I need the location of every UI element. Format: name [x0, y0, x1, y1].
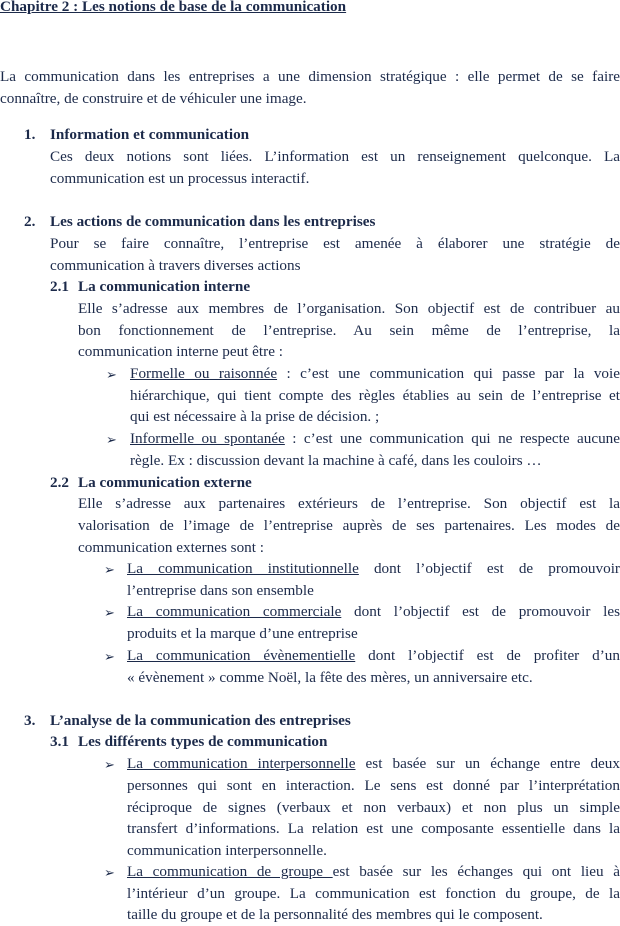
bullet-informelle-line-1	[130, 428, 620, 450]
bullet-groupe-line-3: taille du groupe et de la personnalité des membres qui le composent.	[127, 906, 543, 923]
bullet-groupe-text: est basée sur les échanges qui ont lieu à	[332, 863, 620, 880]
section-2-heading: Les actions de communication dans les entreprises	[50, 213, 376, 230]
bullet-formelle-line-2: hiérarchique, qui tient compte des règles établies au sein de l’entreprise et	[130, 387, 620, 404]
subsection-2-2-number: 2.2	[50, 474, 69, 491]
bullet-evenementielle-text: dont l’objectif est de profiter d’un	[355, 647, 620, 664]
bullet-arrow-icon: ➢	[104, 865, 115, 880]
bullet-evenementielle-line-2: « évènement » comme Noël, la fête des mères, un anniversaire etc.	[127, 669, 533, 686]
bullet-commerciale-line-1	[127, 601, 620, 623]
bullet-groupe-line-2: l’intérieur d’un groupe. La communication est fonction du groupe, de la	[127, 885, 620, 902]
bullet-arrow-icon: ➢	[104, 562, 115, 577]
bullet-groupe-term: La communication de groupe	[127, 863, 333, 880]
bullet-institutionnelle-text: dont l’objectif est de promouvoir	[358, 560, 620, 577]
subsection-2-1-line-2: bon fonctionnement de l’entreprise. Au sein même de l’entreprise, la	[78, 322, 620, 339]
bullet-evenementielle-line-1	[127, 645, 620, 667]
bullet-interpersonnelle-term: La communication interpersonnelle	[127, 755, 356, 772]
section-3-number: 3.	[24, 712, 36, 729]
bullet-arrow-icon: ➢	[104, 649, 115, 664]
bullet-formelle-term: Formelle ou raisonnée	[130, 365, 278, 382]
bullet-arrow-icon: ➢	[106, 367, 117, 382]
chapter-title: Chapitre 2 : Les notions de base de la communication	[0, 0, 347, 15]
bullet-commerciale-line-2: produits et la marque d’une entreprise	[127, 625, 358, 642]
bullet-commerciale-text: dont l’objectif est de promouvoir les	[341, 603, 620, 620]
bullet-interpersonnelle-line-1	[127, 753, 620, 775]
bullet-interpersonnelle-text: est basée sur un échange entre deux	[355, 755, 620, 772]
intro-line-2: connaître, de construire et de véhiculer une image.	[0, 90, 307, 107]
bullet-evenementielle-term: La communication évènementielle	[127, 647, 356, 664]
bullet-interpersonnelle-line-3: réciproque de signes (verbaux et non verbaux) et non plus un simple	[127, 799, 620, 816]
bullet-commerciale-term: La communication commerciale	[127, 603, 342, 620]
subsection-2-2-line-3: communication externes sont :	[78, 539, 265, 556]
section-3-heading: L’analyse de la communication des entreprises	[50, 712, 351, 729]
subsection-2-1-line-3: communication interne peut être :	[78, 343, 283, 360]
bullet-groupe-line-1	[127, 861, 620, 883]
subsection-2-2-line-1: Elle s’adresse aux partenaires extérieurs de l’entreprise. Son objectif est la	[78, 495, 620, 512]
intro-line-1: La communication dans les entreprises a une dimension stratégique : elle permet de se faire	[0, 68, 620, 85]
bullet-interpersonnelle-line-2: personnes qui sont en interaction. Le sens est donné par l’interprétation	[127, 777, 620, 794]
bullet-informelle-term: Informelle ou spontanée	[130, 430, 285, 447]
subsection-2-1-number: 2.1	[50, 278, 69, 295]
subsection-3-1-number: 3.1	[50, 733, 69, 750]
bullet-arrow-icon: ➢	[106, 432, 117, 447]
bullet-informelle-line-2: règle. Ex : discussion devant la machine à café, dans les couloirs …	[130, 452, 542, 469]
bullet-arrow-icon: ➢	[104, 757, 115, 772]
section-1-heading: Information et communication	[50, 126, 250, 143]
subsection-2-1-line-1: Elle s’adresse aux membres de l’organisation. Son objectif est de contribuer au	[78, 300, 620, 317]
subsection-2-1-heading: La communication interne	[78, 278, 251, 295]
bullet-institutionnelle-line-1	[127, 558, 620, 580]
section-2-line-1: Pour se faire connaître, l’entreprise est amenée à élaborer une stratégie de	[50, 235, 620, 252]
bullet-informelle-text: : c’est une communication qui ne respecte aucune	[284, 430, 620, 447]
subsection-3-1-heading: Les différents types de communication	[78, 733, 328, 750]
bullet-interpersonnelle-line-5: communication interpersonnelle.	[127, 842, 327, 859]
section-1-number: 1.	[24, 126, 36, 143]
bullet-institutionnelle-term: La communication institutionnelle	[127, 560, 359, 577]
section-2-line-2: communication à travers diverses actions	[50, 257, 301, 274]
bullet-institutionnelle-line-2: l’entreprise dans son ensemble	[127, 582, 314, 599]
bullet-formelle-line-3: qui est nécessaire à la prise de décision. ;	[130, 408, 380, 425]
subsection-2-2-line-2: valorisation de l’image de l’entreprise auprès de ses partenaires. Les modes de	[78, 517, 620, 534]
section-1-line-2: communication est un processus interactif.	[50, 170, 310, 187]
bullet-formelle-line-1	[130, 363, 620, 385]
section-1-line-1: Ces deux notions sont liées. L’information est un renseignement quelconque. La	[50, 148, 620, 165]
bullet-formelle-text: : c’est une communication qui passe par la voie	[277, 365, 620, 382]
bullet-interpersonnelle-line-4: transfert d’informations. La relation est une composante essentielle dans la	[127, 820, 620, 837]
subsection-2-2-heading: La communication externe	[78, 474, 252, 491]
section-2-number: 2.	[24, 213, 36, 230]
bullet-arrow-icon: ➢	[104, 605, 115, 620]
